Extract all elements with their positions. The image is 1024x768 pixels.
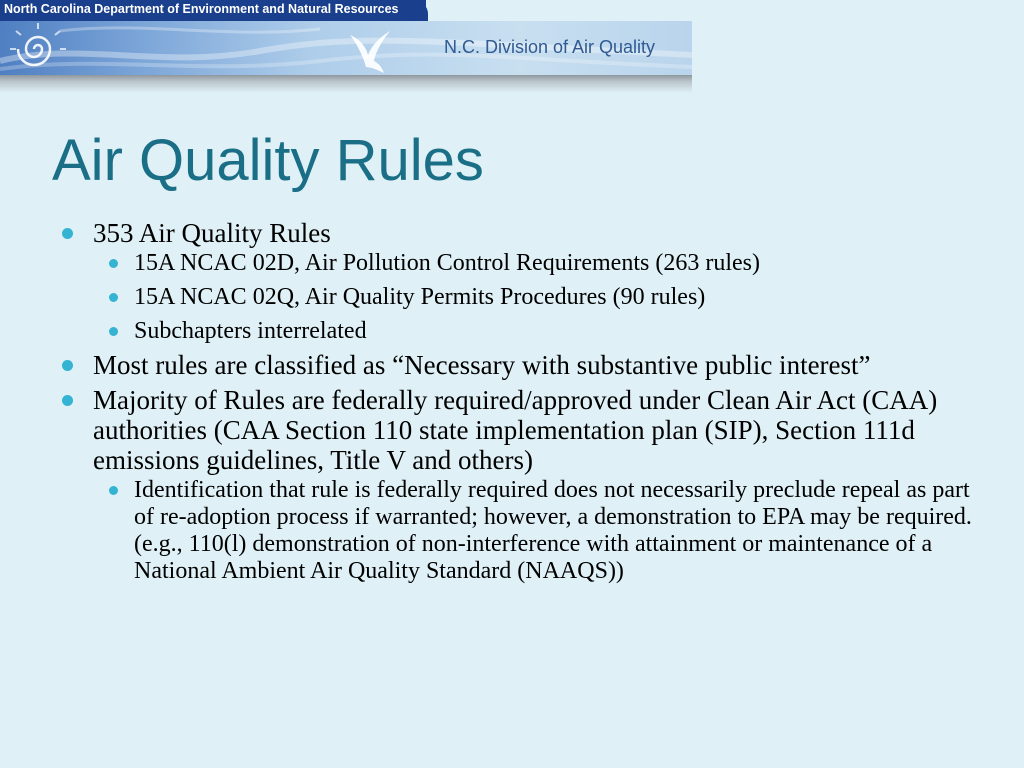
sub-bullet-dot-icon: [109, 259, 118, 268]
bullet-item: [62, 385, 982, 585]
sub-bullet-item: [93, 250, 982, 277]
bullet-list: [62, 218, 982, 585]
bullet-dot-icon: [62, 395, 73, 406]
sub-bullet-list: [93, 250, 982, 345]
bullet-item: [62, 350, 982, 380]
bullet-text: Majority of Rules are federally required/approved under Clean Air Act (CAA) authorities (CAA Section 110 state implementation plan (SIP), Section 111d emissions guidelines, Title V and others): [93, 385, 938, 475]
division-name: N.C. Division of Air Quality: [444, 37, 656, 57]
sub-bullet-text: Identification that rule is federally required does not necessarily preclude repeal as part of re-adoption process if warranted; however, a demonstration to EPA may be required. (e.g., 110(l) demonstration of non-interference with attainment or maintenance of a National Ambient Air Quality Standard (NAAQS)): [134, 477, 972, 584]
bullet-dot-icon: [62, 360, 73, 371]
header-sky: [0, 21, 692, 75]
slide-title: Air Quality Rules: [52, 128, 484, 193]
sub-bullet-dot-icon: [109, 327, 118, 336]
bullet-dot-icon: [62, 228, 73, 239]
sub-bullet-list: [93, 477, 982, 585]
sub-bullet-dot-icon: [109, 486, 118, 495]
bullet-item: [62, 218, 982, 345]
bullet-text: Most rules are classified as “Necessary with substantive public interest”: [93, 350, 871, 380]
slide-content: [62, 218, 982, 585]
sub-bullet-text: Subchapters interrelated: [134, 318, 367, 344]
sub-bullet-item: [93, 477, 982, 585]
sun-swirl-icon: [4, 21, 74, 75]
banner-shadow: [0, 75, 692, 93]
bullet-text: 353 Air Quality Rules: [93, 218, 331, 248]
sub-bullet-text: 15A NCAC 02Q, Air Quality Permits Procedures (90 rules): [134, 284, 706, 310]
header-banner: [0, 0, 692, 96]
sub-bullet-dot-icon: [109, 293, 118, 302]
sub-bullet-text: 15A NCAC 02D, Air Pollution Control Requirements (263 rules): [134, 250, 760, 276]
sub-bullet-item: [93, 284, 982, 311]
org-name: North Carolina Department of Environment and Natural Resources: [4, 2, 399, 16]
bird-icon: [344, 21, 394, 75]
sub-bullet-item: [93, 318, 982, 345]
